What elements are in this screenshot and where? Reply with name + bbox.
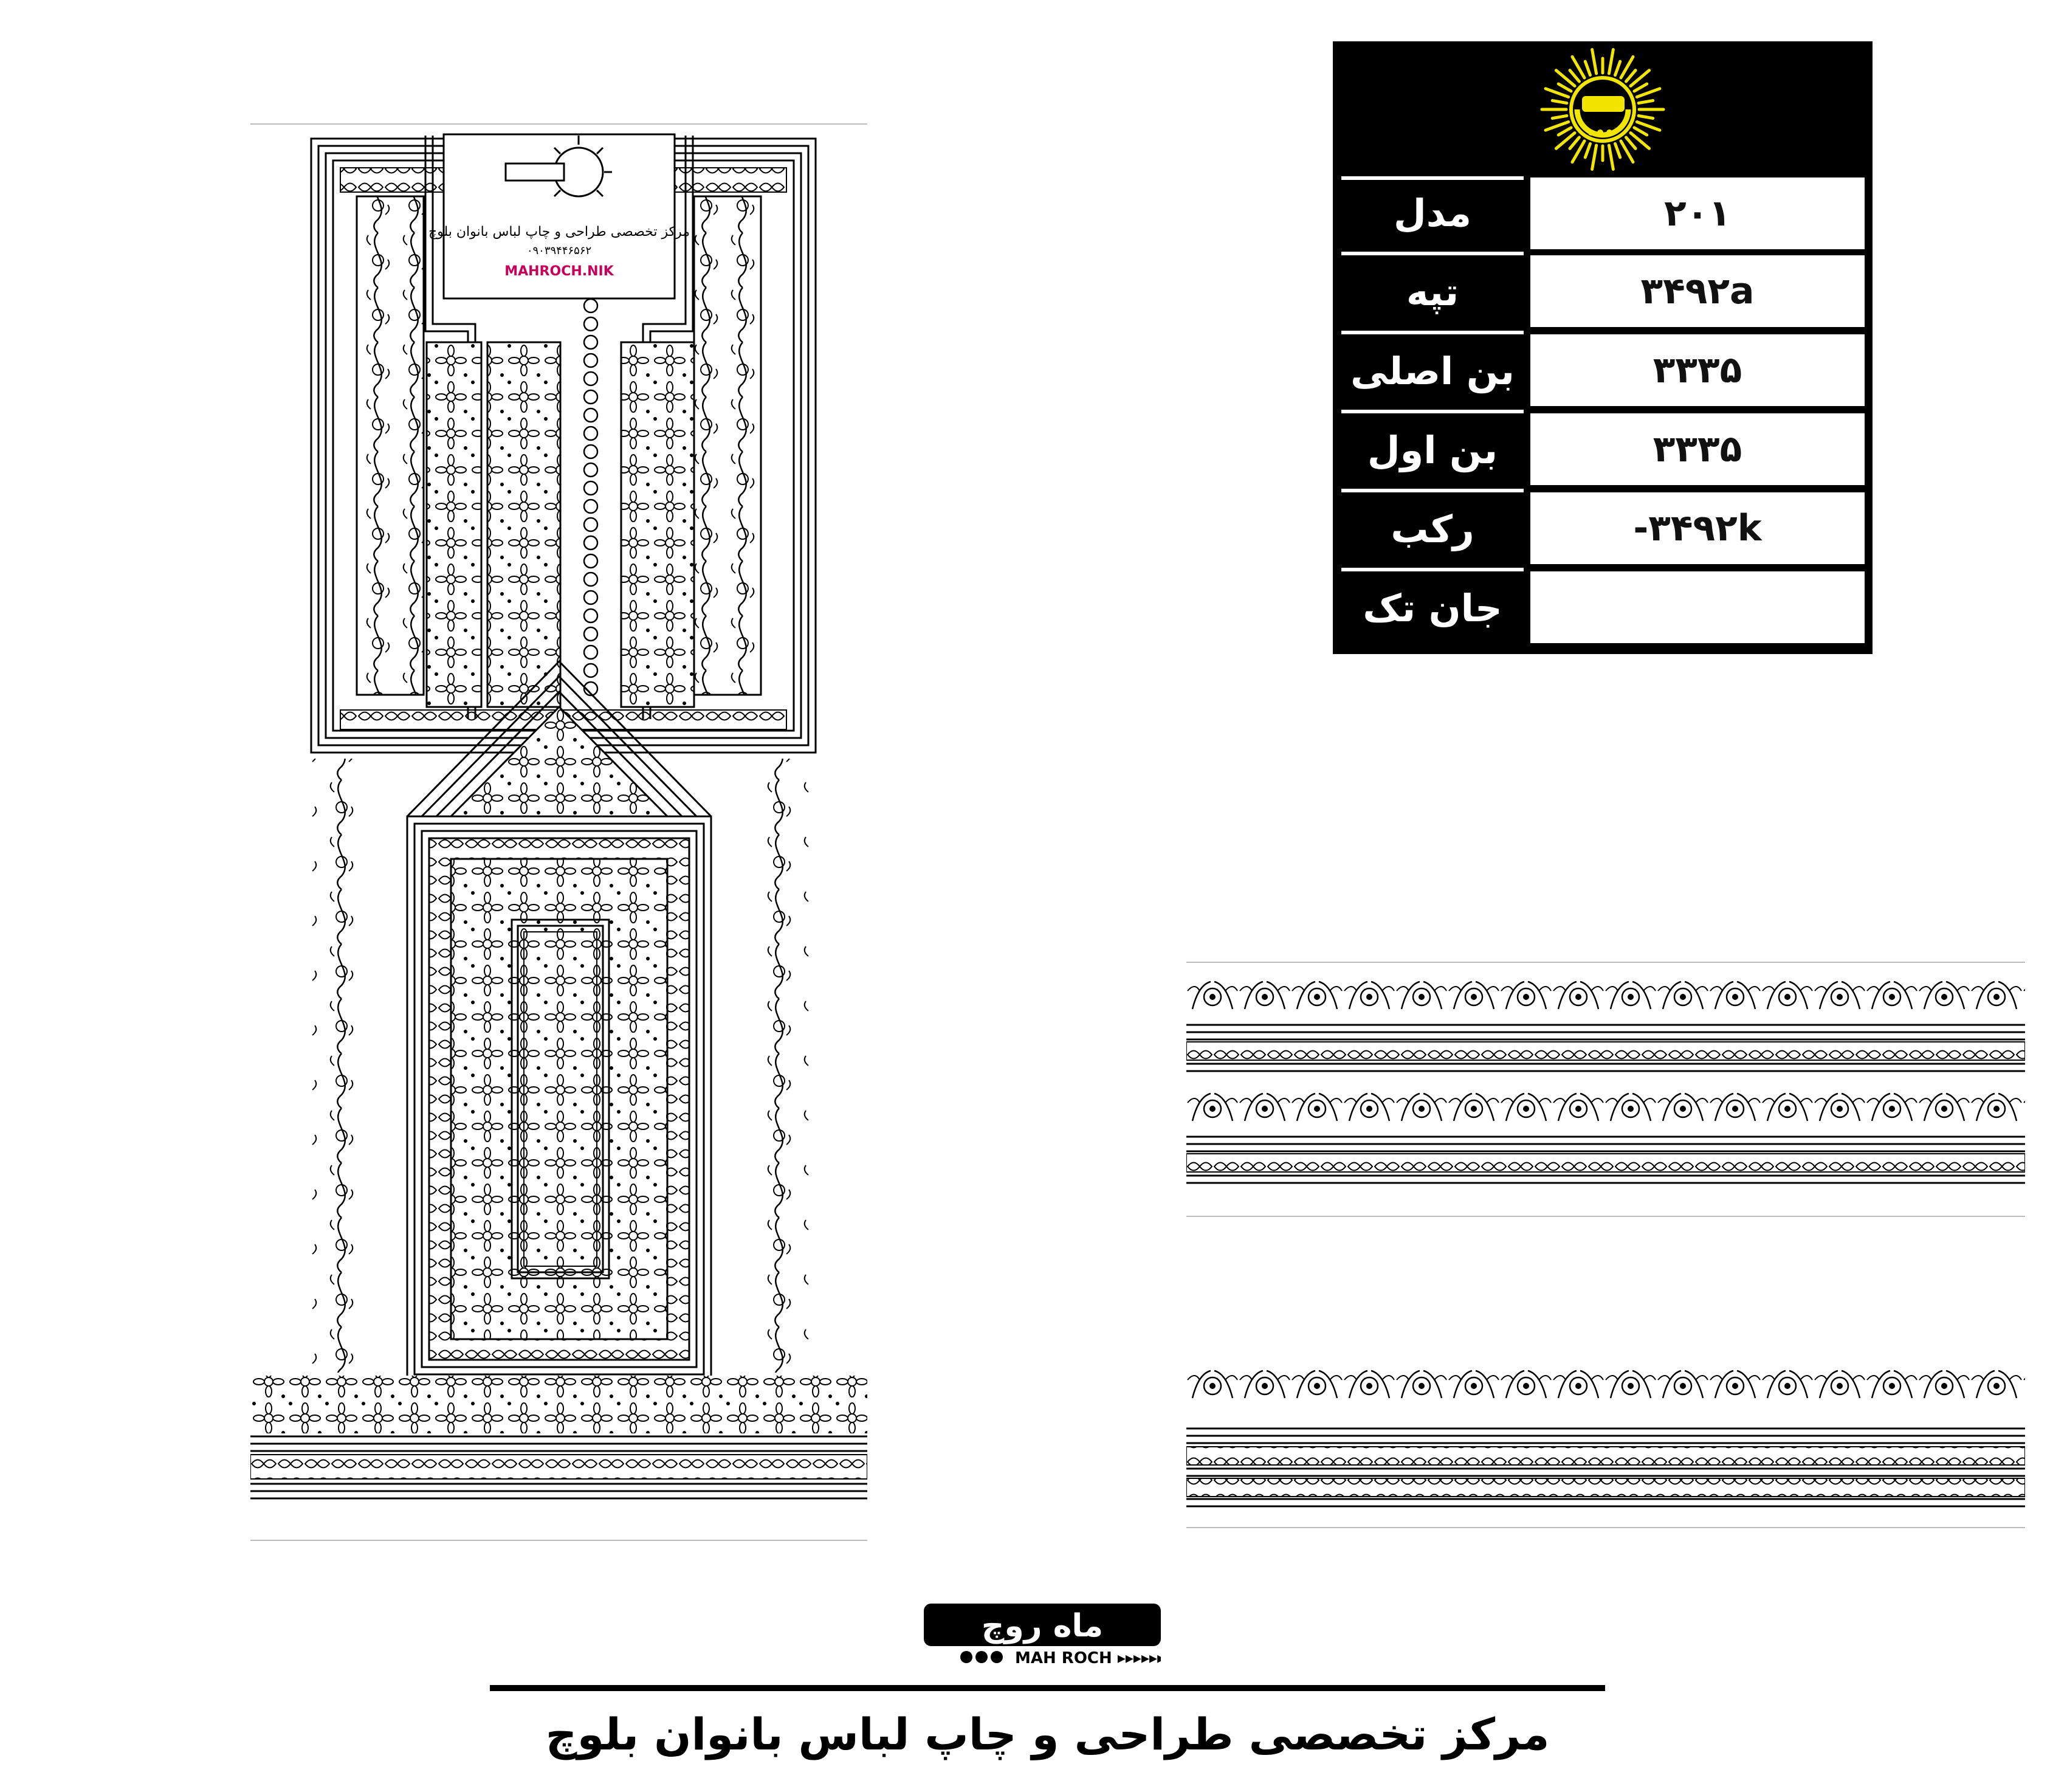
divider [1186,962,2025,963]
spec-row-rekab [1333,492,1873,565]
spec-value: ۳۳۳۵ [1530,413,1865,485]
spec-label: بن اصلی [1350,348,1515,393]
spec-row-tepeh [1333,255,1873,328]
spec-row-model [1333,176,1873,249]
spec-label: جان تک [1363,585,1502,630]
spec-value: -۳۴۹۲k [1530,492,1865,564]
border-strip-1 [1186,973,2025,1076]
border-strip-3 [1186,1362,2025,1508]
divider [1186,1216,2025,1217]
spec-label: مدل [1394,190,1471,235]
brand-logo-subtext: MAH ROCH ▸▸▸▸▸▸▸ [1015,1649,1161,1667]
spec-value: ۳۴۹۲a [1530,255,1865,327]
svg-text:مرکز تخصصی طراحی و چاپ لباس با: مرکز تخصصی طراحی و چاپ لباس بانوان بلوچ [428,224,690,240]
sun-logo-icon [1333,41,1873,176]
spec-row-jan-tak [1333,571,1873,644]
spec-label: رکب [1391,506,1474,551]
divider [1186,1527,2025,1528]
svg-text:۰۹۰۳۹۴۴۶۵۶۲: ۰۹۰۳۹۴۴۶۵۶۲ [526,244,592,257]
spec-value [1530,571,1865,643]
svg-text:MAHROCH.NIK: MAHROCH.NIK [504,264,614,279]
spec-value: ۲۰۱ [1530,177,1865,249]
brand-logo [924,1597,1161,1670]
footer-divider [490,1685,1605,1691]
border-strip-2 [1186,1084,2025,1188]
spec-label: تپه [1406,269,1459,314]
spec-label: بن اول [1367,427,1498,472]
spec-row-first-base [1333,413,1873,486]
footer-tagline: مرکز تخصصی طراحی و چاپ لباس بانوان بلوچ [545,1709,1550,1760]
spec-table [1333,41,1873,654]
spec-value: ۳۳۳۵ [1530,334,1865,406]
embroidery-panel [250,123,867,1540]
divider [250,1540,867,1541]
spec-row-main-base [1333,334,1873,407]
brand-logo-text: ماه روچ [981,1608,1104,1644]
